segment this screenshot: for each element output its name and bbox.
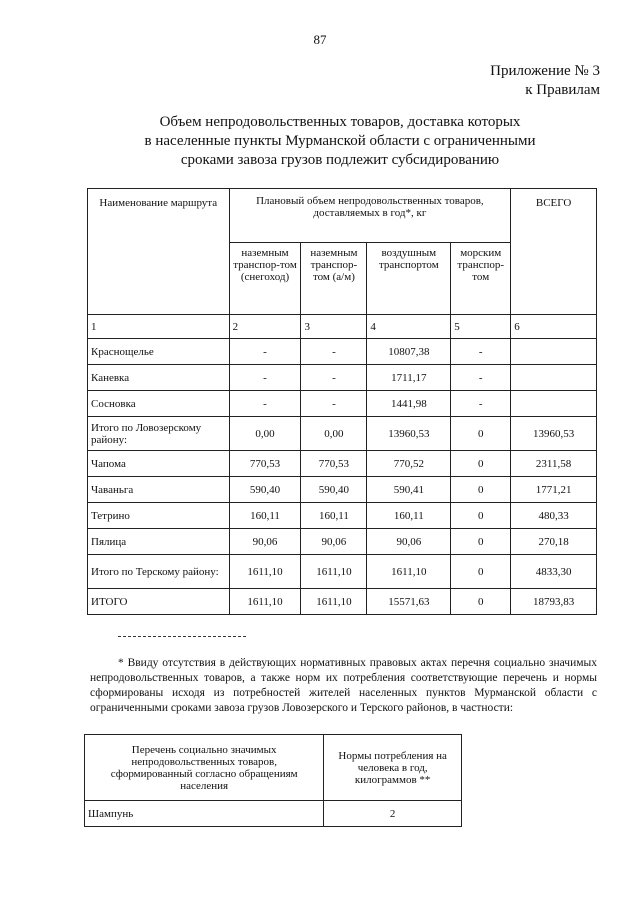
value-cell: -: [451, 365, 511, 391]
header-plan: Плановый объем непродовольственных товаров, доставляемых в год*, кг: [229, 189, 511, 243]
value-cell: 0: [451, 589, 511, 615]
norms-header-list: Перечень социально значимых непродовольственных товаров, сформированный согласно обращениям населения: [85, 735, 324, 801]
route-name: Итого по Терскому району:: [88, 555, 230, 589]
value-cell: 1611,10: [367, 555, 451, 589]
route-name: Итого по Ловозерскому району:: [88, 417, 230, 451]
title-line-2: в населенные пункты Мурманской области с ограниченными: [144, 133, 536, 149]
appendix-label: [490, 62, 600, 100]
table-row: [88, 365, 597, 391]
value-cell: 1611,10: [229, 555, 301, 589]
table-row: [88, 339, 597, 365]
header-total: ВСЕГО: [511, 189, 597, 315]
value-cell: 770,53: [229, 451, 301, 477]
value-cell: 0,00: [301, 417, 367, 451]
header-air: воздушным транспортом: [367, 243, 451, 315]
col-num: 4: [367, 315, 451, 339]
header-route: Наименование маршрута: [88, 189, 230, 315]
value-cell: 1711,17: [367, 365, 451, 391]
page-number: 87: [313, 32, 327, 47]
value-cell: 770,52: [367, 451, 451, 477]
value-cell: -: [229, 339, 301, 365]
value-cell: 0,00: [229, 417, 301, 451]
appendix-line-1: Приложение № 3: [490, 63, 600, 79]
table-row: [88, 417, 597, 451]
value-cell: 590,41: [367, 477, 451, 503]
value-cell: [511, 365, 597, 391]
value-cell: -: [229, 391, 301, 417]
value-cell: 160,11: [301, 503, 367, 529]
col-num: 3: [301, 315, 367, 339]
route-name: ИТОГО: [88, 589, 230, 615]
value-cell: 1611,10: [301, 589, 367, 615]
value-cell: 480,33: [511, 503, 597, 529]
route-name: Сосновка: [88, 391, 230, 417]
document-title: [90, 113, 590, 170]
footnote-separator: [118, 636, 246, 637]
value-cell: -: [301, 339, 367, 365]
route-name: Чаваньга: [88, 477, 230, 503]
value-cell: 270,18: [511, 529, 597, 555]
value-cell: 590,40: [301, 477, 367, 503]
value-cell: 90,06: [301, 529, 367, 555]
route-name: Краснощелье: [88, 339, 230, 365]
col-num: 6: [511, 315, 597, 339]
value-cell: 1611,10: [229, 589, 301, 615]
value-cell: 0: [451, 417, 511, 451]
value-cell: -: [301, 391, 367, 417]
col-num: 1: [88, 315, 230, 339]
value-cell: 770,53: [301, 451, 367, 477]
value-cell: -: [301, 365, 367, 391]
table-row: [88, 451, 597, 477]
title-line-1: Объем непродовольственных товаров, доставка которых: [159, 114, 521, 130]
col-num: 2: [229, 315, 301, 339]
value-cell: 0: [451, 503, 511, 529]
value-cell: 4833,30: [511, 555, 597, 589]
value-cell: 160,11: [229, 503, 301, 529]
product-name: Шампунь: [85, 801, 324, 827]
value-cell: 160,11: [367, 503, 451, 529]
table-row: [88, 477, 597, 503]
value-cell: [511, 339, 597, 365]
table-row: [88, 529, 597, 555]
value-cell: 15571,63: [367, 589, 451, 615]
col-num: 5: [451, 315, 511, 339]
value-cell: 18793,83: [511, 589, 597, 615]
table-row: [88, 503, 597, 529]
norms-row: [85, 801, 462, 827]
table-row: [88, 555, 597, 589]
value-cell: 0: [451, 555, 511, 589]
header-ground-snow: наземным транспор-том (снегоход): [229, 243, 301, 315]
table-row: [88, 391, 597, 417]
route-name: Чапома: [88, 451, 230, 477]
column-number-row: [88, 315, 597, 339]
value-cell: 0: [451, 477, 511, 503]
value-cell: 2311,58: [511, 451, 597, 477]
header-ground-auto: наземным транспор-том (а/м): [301, 243, 367, 315]
product-norm: 2: [324, 801, 462, 827]
route-name: Пялица: [88, 529, 230, 555]
route-name: Тетрино: [88, 503, 230, 529]
value-cell: 90,06: [229, 529, 301, 555]
value-cell: 1441,98: [367, 391, 451, 417]
footnote-text: * Ввиду отсутствия в действующих нормативных правовых актах перечня социально значимых непродовольственных товаров, а также норм их потребления соответствующие перечень и нормы сформированы исходя из потребностей жителей населенных пунктов Мурманской области с ограниченными сроками завоза грузов Ловозерского и Терского районов, в частности:: [90, 657, 597, 714]
norms-header-norm: Нормы потребления на человека в год, килограммов **: [324, 735, 462, 801]
value-cell: -: [229, 365, 301, 391]
route-name: Каневка: [88, 365, 230, 391]
value-cell: 0: [451, 451, 511, 477]
value-cell: -: [451, 391, 511, 417]
value-cell: 1611,10: [301, 555, 367, 589]
value-cell: 590,40: [229, 477, 301, 503]
title-line-3: сроками завоза грузов подлежит субсидированию: [180, 152, 500, 168]
value-cell: -: [451, 339, 511, 365]
norms-table: [84, 734, 462, 827]
value-cell: 90,06: [367, 529, 451, 555]
value-cell: 1771,21: [511, 477, 597, 503]
value-cell: [511, 391, 597, 417]
table-row: [88, 589, 597, 615]
value-cell: 0: [451, 529, 511, 555]
value-cell: 10807,38: [367, 339, 451, 365]
volume-table: [87, 188, 597, 615]
header-sea: морским транспор-том: [451, 243, 511, 315]
value-cell: 13960,53: [511, 417, 597, 451]
value-cell: 13960,53: [367, 417, 451, 451]
appendix-line-2: к Правилам: [525, 82, 600, 98]
